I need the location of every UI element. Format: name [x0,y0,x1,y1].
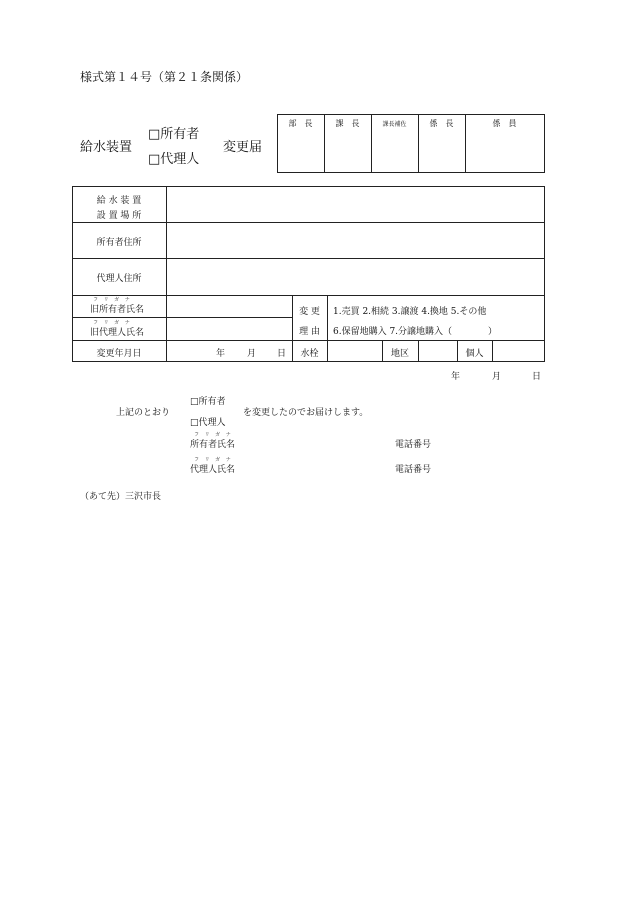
owner-name-ruby: フ リ ガ ナ [194,432,233,438]
label-district: 地区 [390,349,409,359]
stamp-col-4: 係 長 [429,119,454,128]
change-date-year: 年 [216,349,226,359]
stamp-col-5: 係 員 [492,119,517,128]
footer-date-day: 日 [532,372,542,382]
change-reasons-1: 1.売買 2.相続 3.譲渡 4.換地 5.その他 [333,307,487,317]
label-hydrant: 水栓 [300,349,319,359]
form-title-main: 給水装置 [80,140,133,155]
footer-date-month: 月 [492,372,502,382]
label-location-1: 給 水 装 置 [96,196,142,206]
footer-option-agent[interactable]: □代理人 [190,418,226,428]
label-owner-address: 所有者住所 [96,238,142,248]
footer-agent-name: 代理人氏名 [190,465,236,475]
label-change-date: 変更年月日 [96,349,142,359]
stamp-col-3: 課長補佐 [382,121,407,128]
label-individual: 個人 [465,349,484,359]
footer-phone-1: 電話番号 [395,440,432,450]
old-agent-ruby: フ リ ガ ナ [93,320,132,326]
title-option-agent[interactable]: □代理人 [148,152,200,167]
label-agent-address: 代理人住所 [96,274,142,284]
footer-option-owner[interactable]: □所有者 [190,397,226,407]
change-date-month: 月 [247,349,257,359]
footer-phone-2: 電話番号 [395,465,432,475]
agent-name-ruby: フ リ ガ ナ [194,457,233,463]
change-reasons-2: 6.保留地購入 7.分譲地購入（ ） [333,327,498,337]
label-old-owner-name: 旧所有者氏名 [90,305,145,315]
label-change-1: 変 更 [299,307,320,317]
label-change-2: 理 由 [299,327,320,337]
label-old-agent-name: 旧代理人氏名 [90,328,145,338]
form-id: 様式第１４号（第２１条関係） [80,70,249,84]
footer-tail: を変更したのでお届けします。 [243,408,369,418]
old-owner-ruby: フ リ ガ ナ [93,297,132,303]
stamp-col-1: 部 長 [288,119,313,128]
form-title-suffix: 変更届 [223,140,263,155]
stamp-col-2: 課 長 [335,119,360,128]
title-option-owner[interactable]: □所有者 [148,127,200,142]
footer-owner-name: 所有者氏名 [190,440,236,450]
footer-lead: 上記のとおり [116,408,171,418]
label-location-2: 設 置 場 所 [96,211,142,221]
footer-date-year: 年 [451,372,461,382]
change-date-day: 日 [277,349,287,359]
addressee: （あて先）三沢市長 [80,492,162,502]
